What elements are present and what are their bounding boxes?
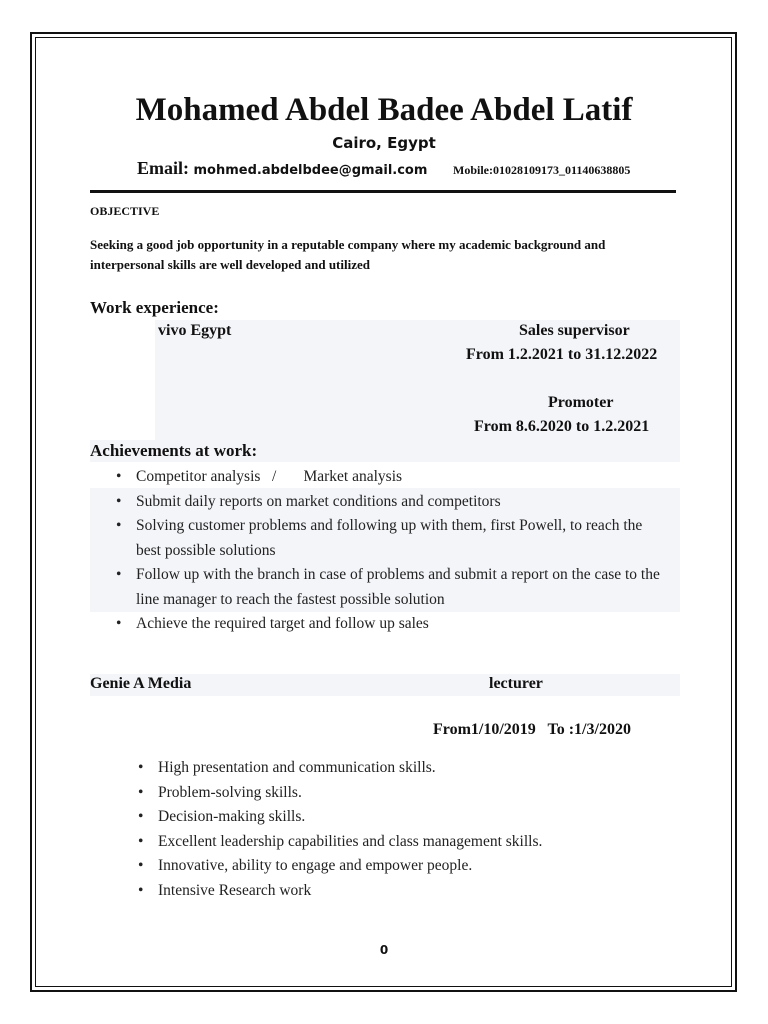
role-promoter: Promoter <box>548 394 614 411</box>
bullet-icon: • <box>138 857 144 874</box>
contact-mobile: Mobile:01028109173_01140638805 <box>453 163 631 177</box>
skill-text: High presentation and communication skills. <box>158 759 436 776</box>
candidate-name: Mohamed Abdel Badee Abdel Latif <box>135 92 633 128</box>
achievements-heading: Achievements at work: <box>90 441 258 460</box>
lecturer-dates: From1/10/2019 To :1/3/2020 <box>433 721 631 738</box>
list-item <box>138 854 678 879</box>
achievement-text: Competitor analysis / Market analysis <box>136 468 403 485</box>
header-divider <box>90 190 676 193</box>
objective-heading: OBJECTIVE <box>90 204 160 218</box>
bullet-icon: • <box>138 783 144 801</box>
list-item <box>116 490 671 515</box>
contact-email <box>137 158 427 179</box>
achievement-text: Follow up with the branch in case of problems and submit a report on the case to the line manager to reach the fastest possible solution <box>136 566 660 608</box>
skill-text: Intensive Research work <box>158 881 312 899</box>
skill-text: Decision-making skills. <box>158 808 306 825</box>
email-label: Email: <box>137 158 189 178</box>
bullet-icon: • <box>138 881 144 899</box>
skill-text: Excellent leadership capabilities and class management skills. <box>158 832 543 850</box>
role-lecturer: lecturer <box>489 675 543 692</box>
list-item <box>116 612 671 637</box>
list-item <box>138 879 678 904</box>
list-item <box>116 514 671 563</box>
bullet-icon: • <box>116 468 122 485</box>
bullet-icon: • <box>138 808 144 825</box>
skill-text: Innovative, ability to engage and empower people. <box>158 857 473 874</box>
promoter-dates: From 8.6.2020 to 1.2.2021 <box>474 418 650 435</box>
achievement-text: Solving customer problems and following up with them, first Powell, to reach the best possible solutions <box>136 517 643 559</box>
list-item <box>116 465 671 490</box>
list-item <box>138 805 678 830</box>
list-item <box>138 756 678 781</box>
bullet-icon: • <box>138 759 144 776</box>
role-sales-supervisor: Sales supervisor <box>519 322 630 339</box>
list-item <box>116 563 671 612</box>
objective-text: Seeking a good job opportunity in a reputable company where my academic background and interpersonal skills are well developed and utilized <box>90 237 606 272</box>
company-genie-a-media: Genie A Media <box>90 675 192 692</box>
page-number: 0 <box>379 943 389 957</box>
bullet-icon: • <box>116 615 122 632</box>
sales-supervisor-dates: From 1.2.2021 to 31.12.2022 <box>466 346 658 363</box>
company-vivo: vivo Egypt <box>158 322 232 339</box>
achievement-text: Achieve the required target and follow up sales <box>136 615 429 632</box>
bullet-icon: • <box>138 832 144 850</box>
list-item <box>138 781 678 806</box>
work-experience-heading: Work experience: <box>90 298 219 317</box>
list-item <box>138 830 678 855</box>
bullet-icon: • <box>116 517 122 534</box>
skill-text: Problem-solving skills. <box>158 783 302 801</box>
candidate-location: Cairo, Egypt <box>332 134 436 152</box>
bullet-icon: • <box>116 492 122 510</box>
achievement-text: Submit daily reports on market conditions and competitors <box>136 492 501 510</box>
bullet-icon: • <box>116 566 122 583</box>
email-value: mohmed.abdelbdee@gmail.com <box>193 163 428 178</box>
achievements-list <box>116 465 671 637</box>
lecturer-skills-list <box>138 756 678 903</box>
